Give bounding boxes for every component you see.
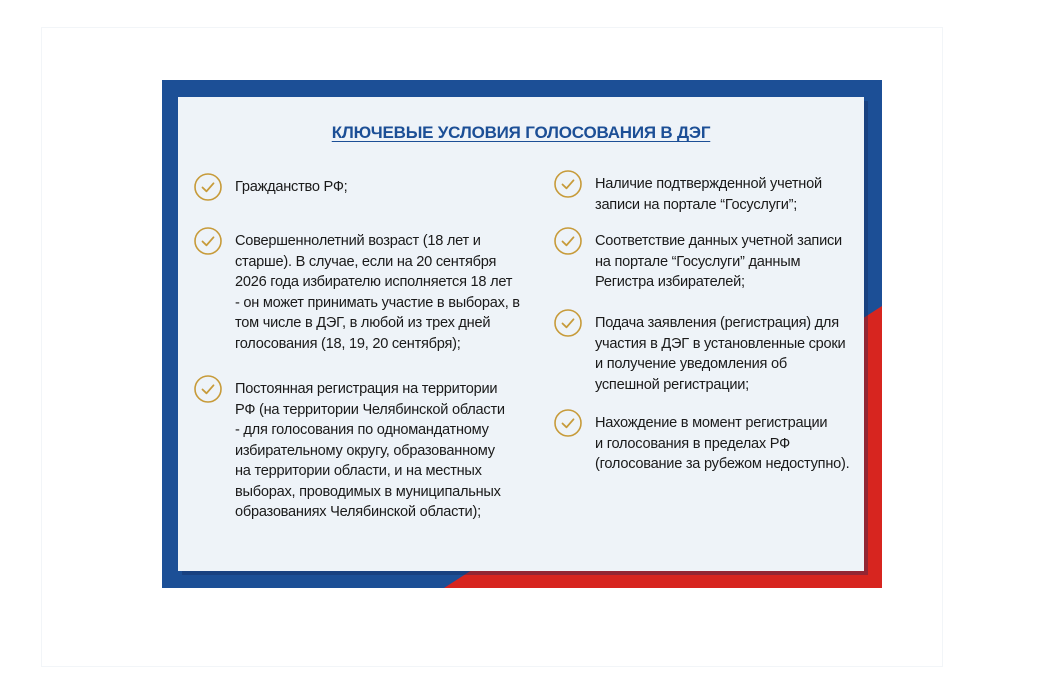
conditions-card [178,97,864,571]
check-circle-icon [194,227,222,255]
condition-item-citizenship [194,177,347,201]
condition-text: Гражданство РФ; [235,179,348,195]
condition-item-registration [194,379,505,523]
check-circle-icon [554,309,582,337]
condition-text: Соответствие данных учетной записи на портале “Госуслуги” данным Регистра избирателей; [595,233,842,290]
condition-text: Нахождение в момент регистрации и голосования в пределах РФ (голосование за рубежом недоступно). [595,415,850,472]
check-circle-icon [194,375,222,403]
check-circle-icon [554,170,582,198]
check-circle-icon [554,227,582,255]
condition-item-application [554,313,845,395]
condition-text: Постоянная регистрация на территории РФ (на территории Челябинской области - для голосования по одномандатному избирательному округу, образованному на территории области, и на местных выборах, проводимых в муниципальных образованиях Челябинской области); [235,381,505,520]
card-title: КЛЮЧЕВЫЕ УСЛОВИЯ ГОЛОСОВАНИЯ В ДЭГ [331,123,711,142]
condition-text: Совершеннолетний возраст (18 лет и старше). В случае, если на 20 сентября 2026 года избирателю исполняется 18 лет - он может принимать участие в выборах, в том числе в ДЭГ, в любой из трех дней голосования (18, 19, 20 сентября); [235,233,520,352]
check-circle-icon [194,173,222,201]
condition-item-age [194,231,520,354]
condition-item-data-match [554,231,842,293]
check-circle-icon [554,409,582,437]
condition-item-gosuslugi-account [554,174,822,215]
condition-item-location [554,413,849,475]
condition-text: Наличие подтвержденной учетной записи на портале “Госуслуги”; [595,176,822,213]
condition-text: Подача заявления (регистрация) для участия в ДЭГ в установленные сроки и получение уведомления об успешной регистрации; [595,315,846,393]
